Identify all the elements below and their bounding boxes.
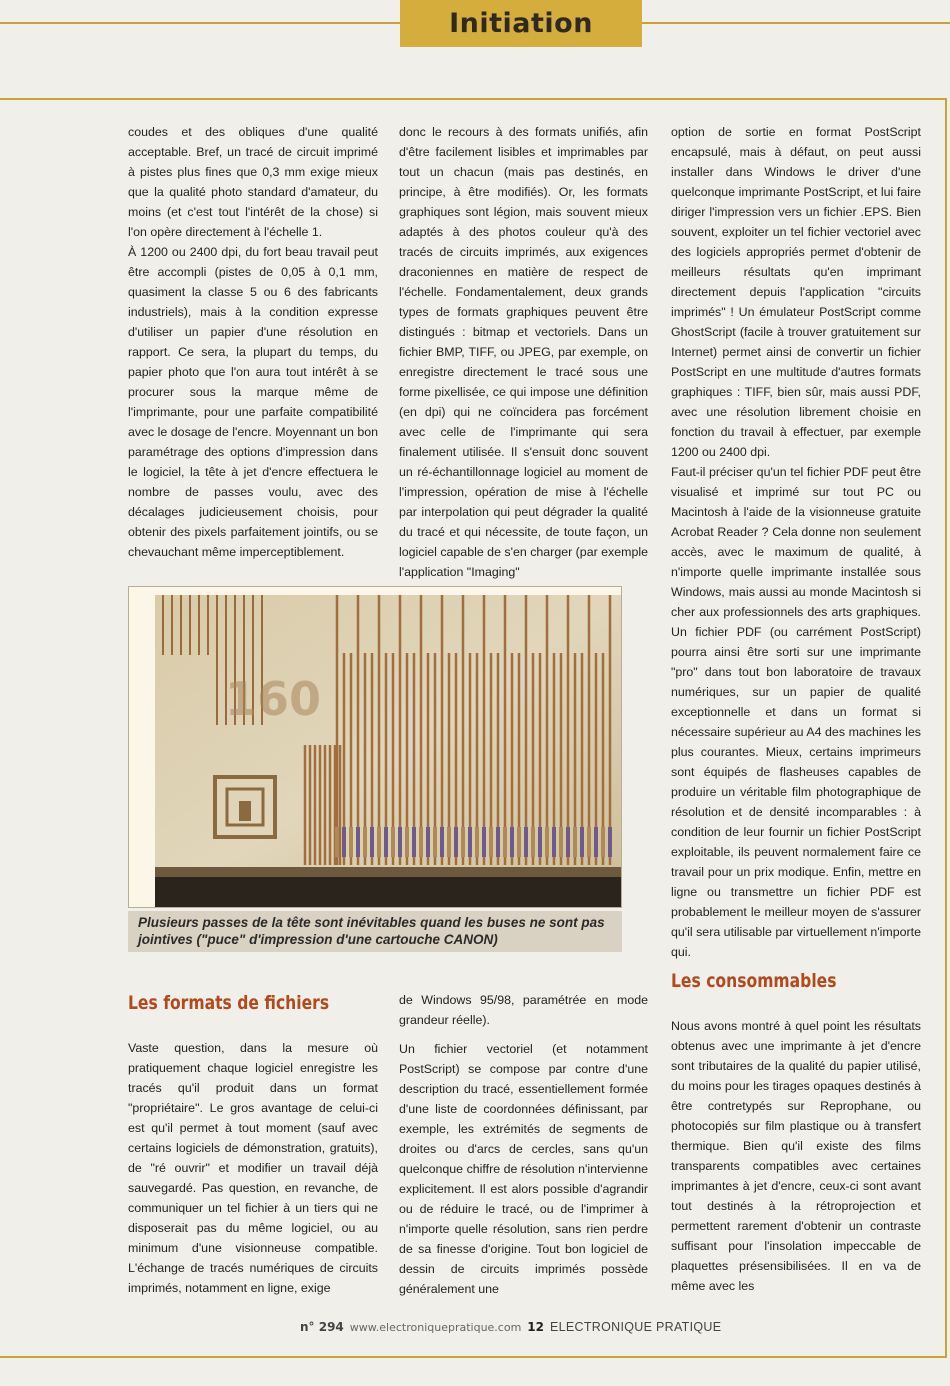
section-header [400,0,642,47]
nozzle [405,827,409,857]
nozzle [398,827,402,857]
nozzle [391,827,395,857]
paragraph: coudes et des obliques d'une qualité acceptable. Bref, un tracé de circuit imprimé à pistes plus fines que 0,3 mm exige mieux que la qualité photo standard d'amateur, du moins (et c'est tout l'intérêt de la chose) si l'on opère directement à l'échelle 1. [128,125,378,239]
nozzle [433,827,437,857]
nozzle [384,827,388,857]
nozzle [447,827,451,857]
nozzle [545,827,549,857]
nozzle [377,827,381,857]
section-title-formats: Les formats de fichiers [128,992,330,1014]
paragraph: Faut-il préciser qu'un tel fichier PDF peut être visualisé et imprimé sur tout PC ou Macintosh à l'aide de la visionneuse gratuite Acrobat Reader ? Cela donne non seulement accès, avec le maximum de qualité, à n'importe quelle imprimante installée sous Windows, mais aussi au monde Macintosh si cher aux professionnels des arts graphiques. Un fichier PDF (ou carrément PostScript) pourra ainsi être sorti sur une imprimante "pro" dans tout bon laboratoire de travaux numériques, sur un papier de qualité exceptionnelle et dans un format si nécessaire supérieur au A4 des machines les plus courantes. Mieux, certains imprimeurs sont équipés de flasheuses capables de produire un véritable film photographique de résolution et de densité incomparables : à condition de leur fournir un fichier PostScript exploitable, ils peuvent normalement faire ce travail pour un prix modique. Enfin, mettre en ligne ou transmettre un fichier PDF est probablement le meilleur moyen de s'assurer qu'il sera utilisable par virtuellement n'importe qui. [671,465,921,959]
nozzle [601,827,605,857]
section-title-consommables: Les consommables [671,970,837,992]
nozzle [587,827,591,857]
nozzle [475,827,479,857]
page-title: Initiation [449,8,593,39]
magazine-url: www.electroniquepratique.com [349,1321,522,1334]
nozzle [412,827,416,857]
nozzle [335,827,339,857]
nozzle [489,827,493,857]
nozzle [559,827,563,857]
nozzle [503,827,507,857]
nozzle [573,827,577,857]
paragraph: Un fichier vectoriel (et notamment PostScript) se compose par contre d'une description du tracé, essentiellement formée d'une liste de coordonnées définissant, par exemple, les extrémités de segments de droites ou d'arcs de cercles, sans qu'un quelconque chiffre de résolution n'intervienne explicitement. Il est alors possible d'agrandir ou de réduire le tracé, ou de l'imprimer à n'importe quelle résolution, sans rien perdre de sa finesse d'origine. Tout bon logiciel de dessin de circuits imprimés possède généralement une [399,1042,648,1296]
nozzle [496,827,500,857]
figure-caption-box [128,911,622,952]
nozzle [552,827,556,857]
paragraph: donc le recours à des formats unifiés, afin d'être facilement lisibles et imprimables par tout un chacun (mais pas destinés, en principe, à être modifiés). Or, les formats graphiques sont légion, mais souvent mieux adaptés à des photos couleur qu'à des tracés de circuits imprimés, aux exigences draconiennes en matière de respect de l'échelle. Fondamentalement, deux grands types de formats graphiques peuvent être distingués : bitmap et vectoriels. Dans un fichier BMP, TIFF, ou JPEG, par exemple, on enregistre directement le tracé sous une forme pixellisée, ce qui impose une définition (en dpi) qui ne coïncidera pas forcément avec celle de l'imprimante qui sera finalement utilisée. Il s'ensuit donc souvent un ré-échantillonnage logiciel au moment de l'impression, opération de mise à l'échelle par interpolation qui peut dégrader la qualité du tracé et qui nécessite, de toute façon, un logiciel capable de s'en charger (par exemple l'application "Imaging" [399,125,648,579]
column-3-bottom [671,1016,921,1296]
nozzle [510,827,514,857]
column-1-bottom [128,1038,378,1298]
nozzle [342,827,346,857]
nozzle [461,827,465,857]
print-head-photo [155,595,621,907]
nozzle [363,827,367,857]
nozzle [538,827,542,857]
nozzle [440,827,444,857]
paragraph: À 1200 ou 2400 dpi, du fort beau travail peut être accompli (pistes de 0,05 à 0,1 mm, quasiment la classe 5 ou 6 des fabricants industriels), mais à la condition expresse d'utiliser un papier d'une résolution en rapport. Ce sera, la plupart du temps, du papier photo que l'on aura tout intérêt à se procurer sous la marque même de l'imprimante, pour une parfaite compatibilité avec le dosage de l'encre. Moyennant un bon paramétrage des options d'impression dans le logiciel, la tête à jet d'encre effectuera le nombre de passes voulu, avec des décalages judicieusement choisis, pour obtenir des pixels parfaitement jointifs, ou se chevauchant même imperceptiblement. [128,245,378,559]
nozzle [517,827,521,857]
nozzle [454,827,458,857]
nozzle [482,827,486,857]
nozzle [426,827,430,857]
paragraph: de Windows 95/98, paramétrée en mode grandeur réelle). [399,993,648,1027]
nozzle [580,827,584,857]
nozzle [566,827,570,857]
page-number: 12 [527,1320,544,1334]
issue-number: n° 294 [300,1320,344,1334]
paragraph: option de sortie en format PostScript encapsulé, mais à défaut, on peut aussi installer dans Windows le driver d'une quelconque imprimante PostScript, et lui faire diriger l'impression vers un fichier .EPS. Bien souvent, exploiter un tel fichier vectoriel avec des logiciels appropriés permet d'obtenir de meilleurs résultats qu'en imprimant directement depuis l'application "circuits imprimés" ! Un émulateur PostScript comme GhostScript (facile à trouver gratuitement sur Internet) permet ainsi de convertir un fichier PostScript en une multitude d'autres formats graphiques : TIFF, bien sûr, mais aussi PDF, avec une résolution librement choisie en fonction du travail à effectuer, par exemple 1200 ou 2400 dpi. [671,125,921,459]
nozzle [608,827,612,857]
paragraph: Vaste question, dans la mesure où pratiquement chaque logiciel enregistre les tracés qu'il produit dans un format "propriétaire". Le gros avantage de celui-ci est qu'il permet à tout moment (sauf avec certains logiciels de démonstration, gratuits), de "ré ouvrir" et modifier un travail déjà sauvegardé. Pas question, en revanche, de communiquer un tel fichier à un tiers qui ne disposerait pas du même logiciel, ou au minimum d'une visionneuse compatible. L'échange de tracés numériques de circuits imprimés, notamment en ligne, exige [128,1041,378,1295]
nozzle [349,827,353,857]
nozzle [419,827,423,857]
chip-marking: 160 [225,672,322,726]
nozzle [594,827,598,857]
figure-caption: Plusieurs passes de la tête sont inévitables quand les buses ne sont pas jointives ("puce" d'impression d'une cartouche CANON) [138,915,605,947]
column-2-bottom [399,990,648,1299]
nozzle [370,827,374,857]
magazine-name: ELECTRONIQUE PRATIQUE [550,1320,722,1334]
column-2-top [399,122,648,582]
print-head-chip-image [155,595,621,907]
nozzle [468,827,472,857]
nozzle [524,827,528,857]
nozzle [531,827,535,857]
column-3-top [671,122,921,962]
footer [300,1320,721,1340]
figure-photo [128,586,622,908]
column-1-top [128,122,378,562]
paragraph: Nous avons montré à quel point les résultats obtenus avec une imprimante à jet d'encre sont tributaires de la qualité du papier utilisé, du moins pour les tirages opaques destinés à être contretypés sur Reprophane, ou photocopiés sur film plastique ou à transfert thermique. Bien qu'il existe des films transparents compatibles avec certaines imprimantes à jet d'encre, ceux-ci sont avant tout destinés à la rétroprojection et permettent rarement d'obtenir un contraste suffisant pour l'insolation impeccable de plaquettes présensibilisées. Il en va de même avec les [671,1019,921,1293]
nozzle [356,827,360,857]
